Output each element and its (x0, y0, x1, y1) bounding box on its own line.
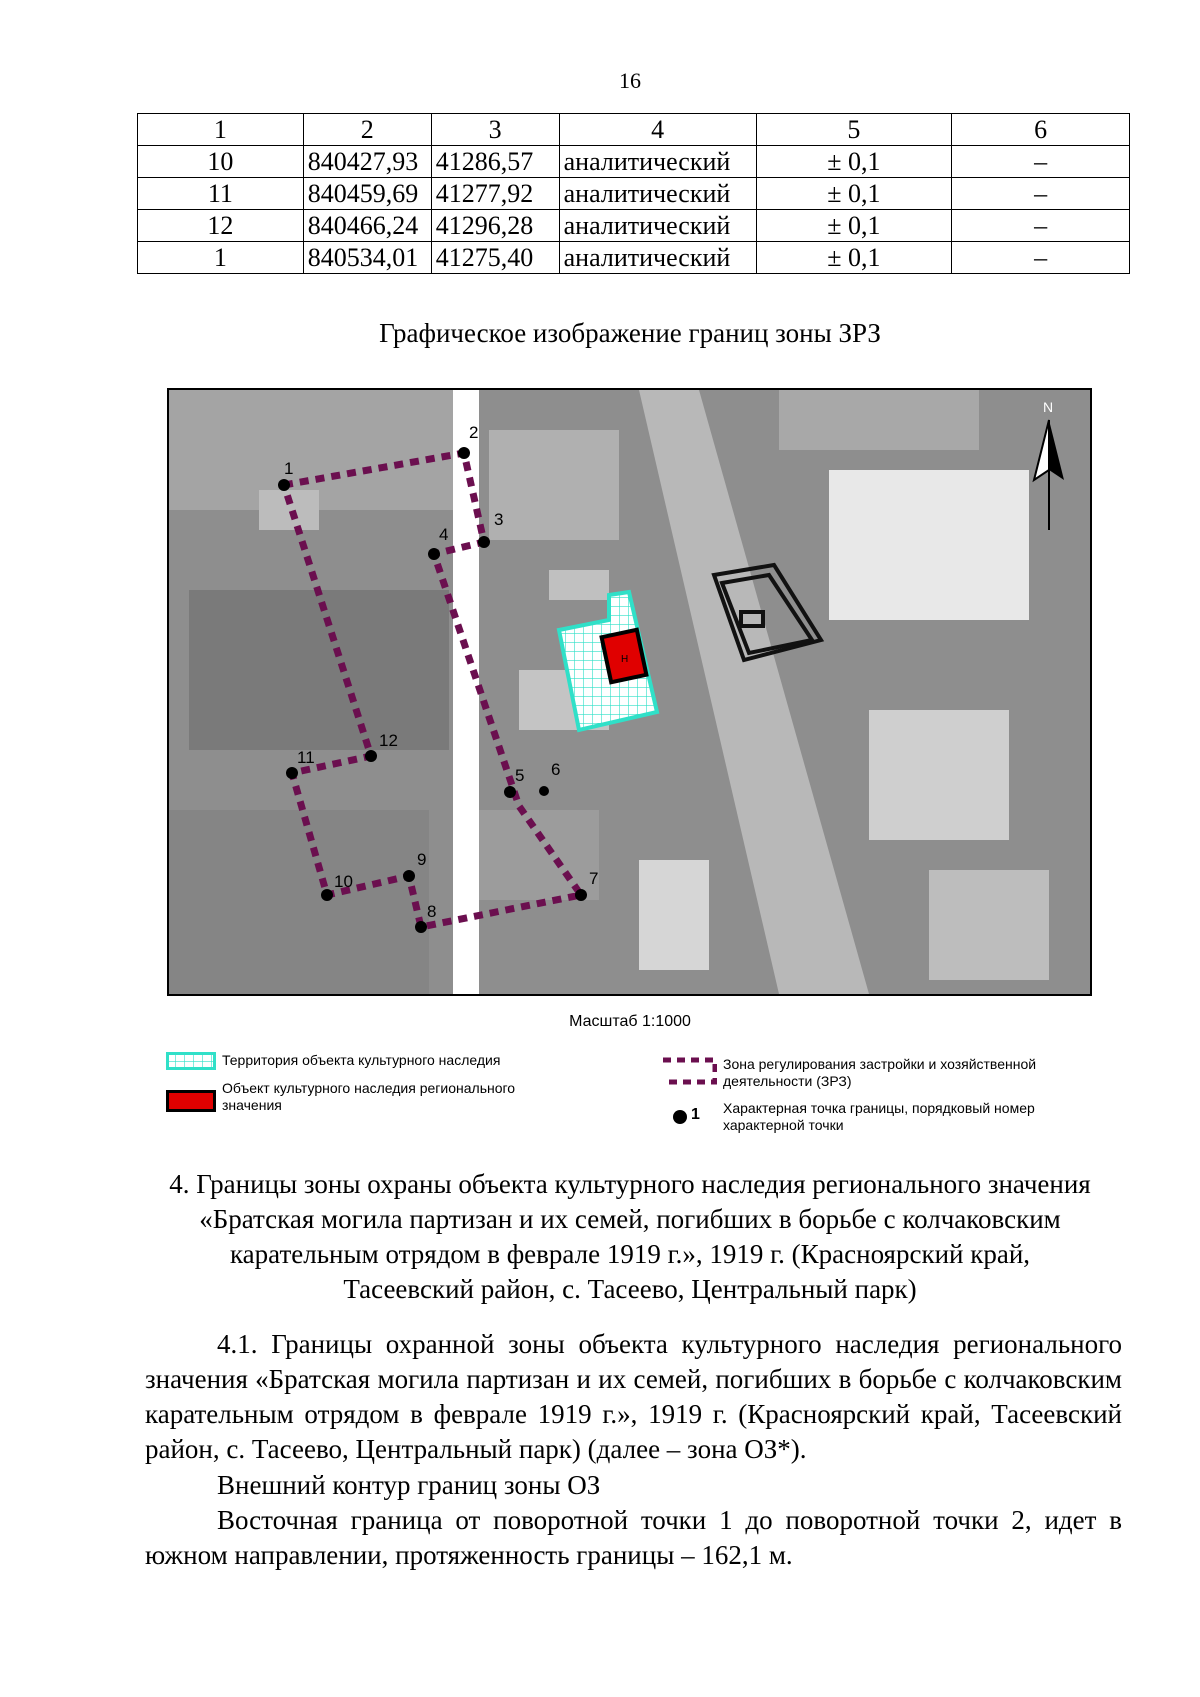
legend-territory-text: Территория объекта культурного наследия (222, 1052, 501, 1068)
y-coordinate-cell: 41286,57 (431, 146, 559, 178)
coordinates-table (137, 113, 1130, 274)
paragraph-outer-contour: Внешний контур границ зоны ОЗ (217, 1470, 601, 1500)
note-cell: – (952, 242, 1130, 274)
note-cell: – (952, 178, 1130, 210)
point-label: 3 (494, 510, 504, 529)
x-coordinate-cell: 840427,93 (303, 146, 431, 178)
point-number-cell: 1 (138, 242, 304, 274)
point-label: 7 (589, 869, 599, 888)
legend-object-line2: значения (222, 1097, 282, 1113)
section-4-title-line: «Братская могила партизан и их семей, погибших в борьбе с колчаковским (199, 1204, 1061, 1234)
section-4-title (140, 1167, 1120, 1307)
table-row (138, 178, 1130, 210)
x-coordinate-cell: 840459,69 (303, 178, 431, 210)
legend-zone-line2: деятельности (ЗРЗ) (723, 1073, 852, 1089)
point-swatch-icon (673, 1110, 687, 1124)
street-strip (453, 390, 479, 994)
table-row (138, 210, 1130, 242)
table-header-cell: 4 (559, 114, 756, 146)
accuracy-cell: ± 0,1 (756, 242, 952, 274)
point-label: 6 (551, 760, 561, 779)
point-label: 5 (515, 766, 525, 785)
section-4-title-line: Тасеевский район, с. Тасеево, Центральный парк) (343, 1274, 917, 1304)
point-label: 2 (469, 423, 479, 442)
table-header-cell: 6 (952, 114, 1130, 146)
method-cell: аналитический (559, 210, 756, 242)
zone-swatch (661, 1056, 717, 1086)
object-swatch (166, 1090, 216, 1112)
paragraph-east-boundary: Восточная граница от поворотной точки 1 до поворотной точки 2, идет в южном направлении, протяженность границы – 162,1 м. (145, 1505, 1122, 1570)
table-row (138, 146, 1130, 178)
accuracy-cell: ± 0,1 (756, 178, 952, 210)
point-label: 4 (439, 525, 449, 544)
x-coordinate-cell: 840534,01 (303, 242, 431, 274)
table-header-cell: 1 (138, 114, 304, 146)
accuracy-cell: ± 0,1 (756, 146, 952, 178)
legend-zone-line1: Зона регулирования застройки и хозяйственной (723, 1056, 1037, 1072)
legend-point-number: 1 (691, 1106, 700, 1123)
zone-map (167, 388, 1092, 996)
legend-object-line1: Объект культурного наследия регионального (222, 1080, 516, 1096)
y-coordinate-cell: 41296,28 (431, 210, 559, 242)
point-number-cell: 12 (138, 210, 304, 242)
point-label: 12 (379, 731, 398, 750)
table-header-row (138, 114, 1130, 146)
point-label: 9 (417, 850, 427, 869)
legend-point-line1: Характерная точка границы, порядковый номер (723, 1100, 1035, 1116)
map-scale: Масштаб 1:1000 (569, 1013, 691, 1030)
y-coordinate-cell: 41277,92 (431, 178, 559, 210)
territory-swatch (166, 1052, 216, 1070)
point-number-cell: 11 (138, 178, 304, 210)
table-header-cell: 3 (431, 114, 559, 146)
method-cell: аналитический (559, 178, 756, 210)
paragraph-4-1: 4.1. Границы охранной зоны объекта культурного наследия регионального значения «Братская могила партизан и их семей, погибших в борьбе с колчаковским карательным отрядом в феврале 1919 г.», 1919 г. (Красноярский край, Тасеевский район, с. Тасеево, Центральный парк) (далее – зона ОЗ*). (145, 1329, 1122, 1464)
object-label: Н (621, 654, 629, 665)
point-label: 10 (334, 872, 353, 891)
legend-point-line2: характерной точки (723, 1117, 844, 1133)
north-label: N (1043, 399, 1054, 415)
figure-heading: Графическое изображение границ зоны ЗРЗ (379, 318, 881, 348)
table-row (138, 242, 1130, 274)
note-cell: – (952, 210, 1130, 242)
point-number-cell: 10 (138, 146, 304, 178)
method-cell: аналитический (559, 146, 756, 178)
x-coordinate-cell: 840466,24 (303, 210, 431, 242)
table-header-cell: 5 (756, 114, 952, 146)
map-image (169, 390, 1090, 994)
section-4-title-line: карательным отрядом в феврале 1919 г.», 1919 г. (Красноярский край, (229, 1239, 1031, 1269)
point-label: 11 (297, 748, 315, 767)
note-cell: – (952, 146, 1130, 178)
accuracy-cell: ± 0,1 (756, 210, 952, 242)
method-cell: аналитический (559, 242, 756, 274)
section-4-title-line: 4. Границы зоны охраны объекта культурного наследия регионального значения (169, 1169, 1091, 1199)
page-number: 16 (619, 68, 641, 93)
table-header-cell: 2 (303, 114, 431, 146)
point-label: 1 (284, 459, 294, 478)
point-label: 8 (427, 902, 437, 921)
y-coordinate-cell: 41275,40 (431, 242, 559, 274)
